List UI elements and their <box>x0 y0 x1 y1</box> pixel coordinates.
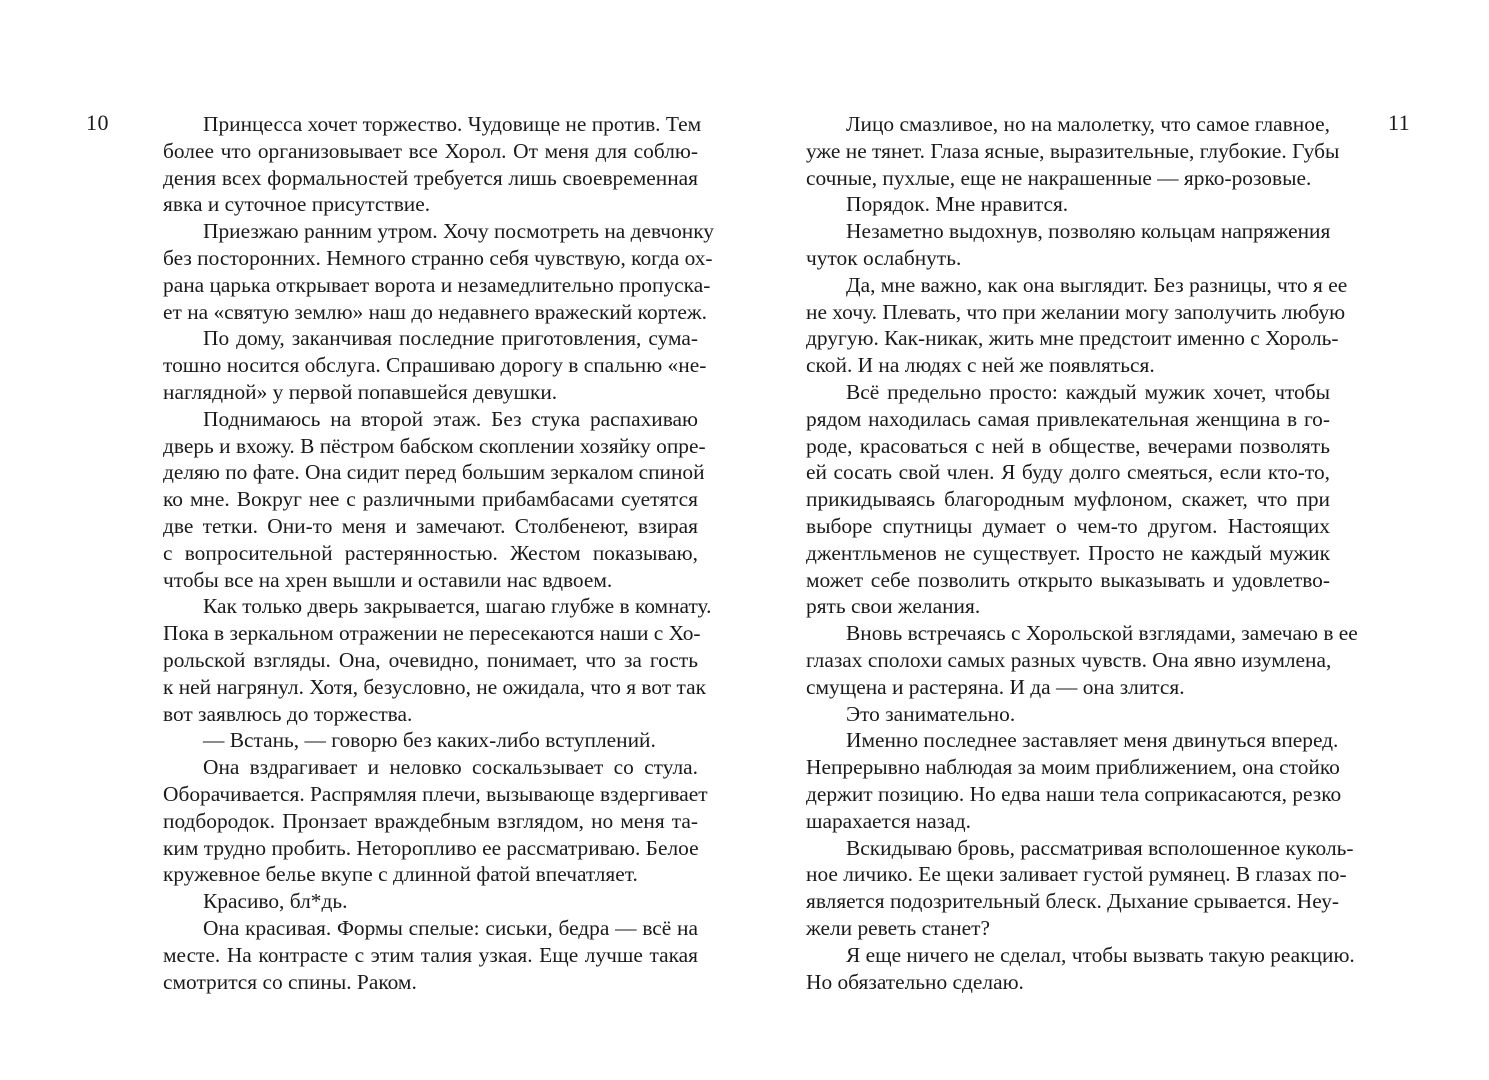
text-line: ко мне. Вокруг нее с различными прибамбасами суетятся <box>163 487 698 512</box>
text-line: рольской взгляды. Она, очевидно, понимает, что за гость <box>163 647 698 672</box>
text-line: дверь и вхожу. В пёстром бабском скоплении хозяйку опре- <box>163 433 706 458</box>
text-line: Вновь встречаясь с Хорольской взглядами, замечаю в ее <box>846 621 1358 646</box>
text-line: месте. На контрасте с этим талия узкая. Еще лучше такая <box>163 942 698 967</box>
text-line: ской. И на людях с ней же появляться. <box>806 353 1155 378</box>
left-page-number: 10 <box>86 110 109 135</box>
text-line: жели реветь станет? <box>806 915 990 940</box>
text-line: смотрится со спины. Раком. <box>163 969 417 994</box>
right-page-number: 11 <box>1388 110 1411 135</box>
text-line: деляю по фате. Она сидит перед большим зеркалом спиной <box>163 460 705 485</box>
text-line: По дому, заканчивая последние приготовления, сума- <box>203 326 698 351</box>
text-line: Незаметно выдохнув, позволяю кольцам напряжения <box>846 219 1331 244</box>
text-line: роде, красоваться с ней в обществе, вечерами позволять <box>806 433 1330 458</box>
text-line: ное личико. Ее щеки заливает густой румянец. В глазах по- <box>806 862 1347 887</box>
text-line: может себе позволить открыто выказывать и удовлетво- <box>806 567 1330 592</box>
text-line: другую. Как-никак, жить мне предстоит именно с Хороль- <box>806 326 1339 351</box>
text-line: Пока в зеркальном отражении не пересекаются наши с Хо- <box>163 621 701 646</box>
text-line: держит позицию. Но едва наши тела соприкасаются, резко <box>806 781 1342 806</box>
text-line: является подозрительный блеск. Дыхание срывается. Неу- <box>806 889 1340 914</box>
text-line: Красиво, бл*дь. <box>203 889 348 914</box>
text-line: Это занимательно. <box>846 701 1016 726</box>
text-line: тошно носится обслуга. Спрашиваю дорогу в спальню «не- <box>163 353 707 378</box>
text-line: без посторонних. Немного странно себя чувствую, когда ох- <box>163 245 713 270</box>
text-line: сочные, пухлые, еще не накрашенные — ярко-розовые. <box>806 165 1312 190</box>
text-line: вот заявлюсь до торжества. <box>163 701 413 726</box>
text-line: рядом находилась самая привлекательная женщина в го- <box>806 406 1330 431</box>
text-line: рана царька открывает ворота и незамедлительно пропуска- <box>163 272 711 297</box>
text-line: Лицо смазливое, но на малолетку, что самое главное, <box>846 112 1330 136</box>
text-line: наглядной» у первой попавшейся девушки. <box>163 379 558 404</box>
text-line: уже не тянет. Глаза ясные, выразительные, глубокие. Губы <box>806 138 1340 163</box>
text-line: Непрерывно наблюдая за моим приближением, она стойко <box>806 755 1340 780</box>
text-line: явка и суточное присутствие. <box>163 192 431 217</box>
text-line: ет на «святую землю» наш до недавнего вражеский кортеж. <box>163 299 707 324</box>
text-line: Принцесса хочет торжество. Чудовище не против. Тем <box>203 112 702 136</box>
left-page-text <box>163 111 714 995</box>
text-line: дения всех формальностей требуется лишь своевременная <box>163 165 698 190</box>
text-line: Именно последнее заставляет меня двинуться вперед. <box>846 728 1339 753</box>
text-line: Но обязательно сделаю. <box>806 969 1024 994</box>
text-line: выборе спутницы думает о чем-то другом. Настоящих <box>806 513 1330 538</box>
text-line: Да, мне важно, как она выглядит. Без разницы, что я ее <box>846 272 1348 297</box>
text-line: к ней нагрянул. Хотя, безусловно, не ожидала, что я вот так <box>163 674 706 699</box>
text-line: глазах сполохи самых разных чувств. Она явно изумлена, <box>806 647 1332 672</box>
text-line: прикидываясь благородным муфлоном, скажет, что при <box>806 487 1330 512</box>
text-line: Вскидываю бровь, рассматривая всполошенное куколь- <box>846 835 1354 860</box>
text-line: чуток ослабнуть. <box>806 245 962 270</box>
text-line: с вопросительной растерянностью. Жестом показываю, <box>163 540 698 565</box>
text-line: кружевное белье вкупе с длинной фатой впечатляет. <box>163 862 638 887</box>
text-line: ким трудно пробить. Неторопливо ее рассматриваю. Белое <box>163 835 699 860</box>
text-line: две тетки. Они-то меня и замечают. Столбенеют, взирая <box>163 513 698 538</box>
text-line: Она вздрагивает и неловко соскальзывает со стула. <box>203 755 698 780</box>
text-line: не хочу. Плевать, что при желании могу заполучить любую <box>806 299 1346 324</box>
right-page-text <box>806 111 1358 995</box>
text-line: подбородок. Пронзает враждебным взглядом, но меня та- <box>163 808 698 833</box>
text-line: Как только дверь закрывается, шагаю глубже в комнату. <box>203 594 712 619</box>
text-line: шарахается назад. <box>806 808 971 833</box>
text-line: Поднимаюсь на второй этаж. Без стука распахиваю <box>203 406 698 431</box>
text-line: ей сосать свой член. Я буду долго смеяться, если кто-то, <box>806 460 1330 485</box>
text-line: более что организовывает все Хорол. От меня для соблю- <box>163 138 698 163</box>
text-line: джентльменов не существует. Просто не каждый мужик <box>806 540 1330 565</box>
text-line: Приезжаю ранним утром. Хочу посмотреть на девчонку <box>203 219 714 244</box>
text-line: рять свои желания. <box>806 594 981 619</box>
text-line: — Встань, — говорю без каких-либо вступлений. <box>203 728 656 753</box>
text-line: чтобы все на хрен вышли и оставили нас вдвоем. <box>163 567 613 592</box>
text-line: Порядок. Мне нравится. <box>846 192 1069 217</box>
text-line: Она красивая. Формы спелые: сиськи, бедра — всё на <box>203 915 698 940</box>
text-line: Я еще ничего не сделал, чтобы вызвать такую реакцию. <box>846 942 1355 967</box>
text-line: смущена и растеряна. И да — она злится. <box>806 674 1185 699</box>
text-line: Всё предельно просто: каждый мужик хочет, чтобы <box>846 379 1330 404</box>
text-line: Оборачивается. Распрямляя плечи, вызывающе вздергивает <box>163 781 708 806</box>
